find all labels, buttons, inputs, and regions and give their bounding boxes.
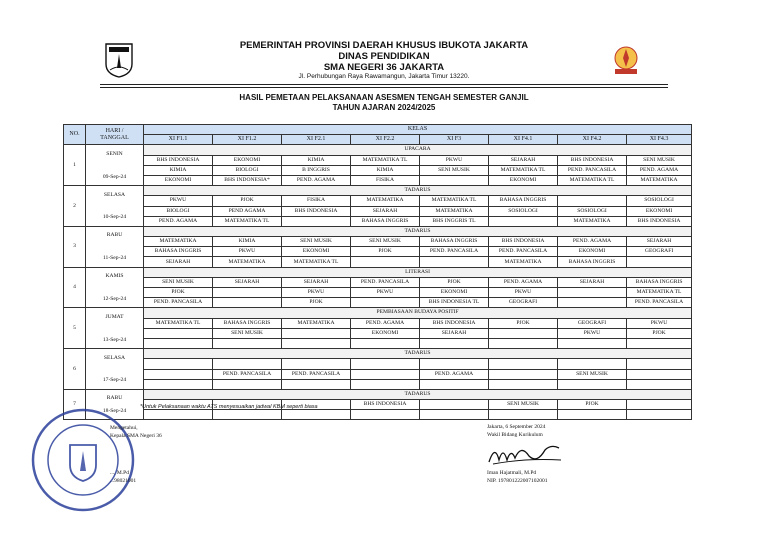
subject-cell [351, 379, 420, 389]
subject-cell: PEND. AGAMA [489, 277, 558, 287]
subject-cell [558, 196, 627, 206]
handwritten-signature [485, 440, 565, 468]
subject-cell [282, 216, 351, 226]
subject-cell: MATEMATIKA TL [627, 288, 692, 298]
subject-cell: SENI MUSIK [489, 400, 558, 410]
subject-cell: GEOGRAFI [558, 318, 627, 328]
schedule-table [63, 124, 692, 420]
subject-cell [627, 369, 692, 379]
subject-cell: PJOK [282, 298, 351, 308]
subject-cell: PEND. AGAMA [351, 318, 420, 328]
subject-cell: SEJARAH [144, 257, 213, 267]
day-name: JUMAT [105, 313, 124, 320]
subject-cell: BAHASA INGGRIS [558, 257, 627, 267]
subject-cell: SENI MUSIK [351, 237, 420, 247]
subject-cell: PJOK [144, 288, 213, 298]
subject-cell: MATEMATIKA TL [144, 318, 213, 328]
subject-cell [558, 359, 627, 369]
header-divider [100, 84, 668, 85]
subject-cell: PJOK [627, 328, 692, 338]
day-spacer [87, 362, 142, 377]
subject-cell: PJOK [351, 247, 420, 257]
sign-left-name: ..., M.Pd [110, 470, 129, 476]
subject-cell: KIMIA [351, 165, 420, 175]
subject-row [64, 216, 692, 226]
event-row [64, 186, 692, 196]
subject-cell: FISIKA [282, 196, 351, 206]
class-header-cell: XI F4.3 [627, 135, 692, 145]
subject-cell: BAHASA INGGRIS [420, 237, 489, 247]
subject-cell: PJOK [420, 277, 489, 287]
subject-cell: MATEMATIKA [282, 318, 351, 328]
subject-cell: BHS INDONESIA TL [420, 298, 489, 308]
day-date: 13-Sep-24 [102, 336, 127, 343]
subject-row [64, 165, 692, 175]
subject-cell: PKWU [213, 247, 282, 257]
subject-cell: PEND. PANCASILA [420, 247, 489, 257]
subject-cell: PKWU [420, 155, 489, 165]
day-name: RABU [106, 394, 123, 401]
subject-cell: KIMIA [144, 165, 213, 175]
subject-cell: SEJARAH [420, 328, 489, 338]
subject-row [64, 298, 692, 308]
subject-row [64, 257, 692, 267]
sign-right-nip: NIP. 197801222007102001 [487, 478, 548, 484]
subject-cell [144, 338, 213, 348]
sign-right-role: Wakil Bidang Kurikulum [487, 432, 543, 438]
subject-cell: KIMIA [213, 237, 282, 247]
subject-cell [558, 379, 627, 389]
subject-cell: PEND. PANCASILA [282, 369, 351, 379]
subject-cell [489, 359, 558, 369]
subject-cell: MATEMATIKA TL [489, 165, 558, 175]
day-spacer [87, 239, 142, 254]
day-spacer [87, 158, 142, 173]
subject-row [64, 318, 692, 328]
subject-cell: SENI MUSIK [282, 237, 351, 247]
day-name: SELASA [103, 354, 126, 361]
subject-cell: MATEMATIKA [213, 257, 282, 267]
subject-cell: PEND. AGAMA [282, 175, 351, 185]
day-number: 6 [64, 349, 86, 390]
subject-cell [627, 338, 692, 348]
subject-cell: PEND. AGAMA [558, 237, 627, 247]
subject-cell: B INGGRIS [282, 165, 351, 175]
sign-left-line1: Mengetahui, [110, 425, 138, 431]
document-subtitle: TAHUN AJARAN 2024/2025 [332, 103, 436, 112]
subject-cell: MATEMATIKA TL [351, 155, 420, 165]
subject-cell: PJOK [489, 318, 558, 328]
event-banner: TADARUS [144, 226, 692, 236]
subject-row [64, 196, 692, 206]
document-title: HASIL PEMETAAN PELAKSANAAN ASESMEN TENGAH SEMESTER GANJIL [239, 93, 529, 102]
subject-cell [213, 338, 282, 348]
subject-cell [213, 288, 282, 298]
subject-cell: BHS INDONESIA [144, 155, 213, 165]
subject-cell: PKWU [282, 288, 351, 298]
event-row [64, 267, 692, 277]
subject-row [64, 247, 692, 257]
subject-cell: SENI MUSIK [420, 165, 489, 175]
sign-left-role: Kepala SMA Negeri 36 [110, 433, 162, 439]
subject-cell: SEJARAH [213, 277, 282, 287]
subject-cell: BHS INDONESIA [420, 318, 489, 328]
sign-left-nip: ...98021001 [110, 478, 137, 484]
class-header-cell: XI F1.1 [144, 135, 213, 145]
subject-cell: SEJARAH [489, 155, 558, 165]
event-banner: TADARUS [144, 389, 692, 399]
day-date: 17-Sep-24 [102, 377, 127, 384]
class-header-cell: XI F2.2 [351, 135, 420, 145]
subject-row [64, 175, 692, 185]
subject-cell: EKONOMI [144, 175, 213, 185]
subject-cell [420, 175, 489, 185]
subject-cell: PEND. PANCASILA [144, 298, 213, 308]
subject-cell [213, 379, 282, 389]
subject-cell: SEJARAH [558, 277, 627, 287]
class-header-cell: XI F2.1 [282, 135, 351, 145]
subject-cell: MATEMATIKA [351, 196, 420, 206]
subject-cell: MATEMATIKA TL [213, 216, 282, 226]
subject-cell [489, 369, 558, 379]
subject-cell: KIMIA [282, 155, 351, 165]
subject-cell [558, 298, 627, 308]
subject-cell [351, 298, 420, 308]
column-header-kelas: KELAS [144, 125, 692, 135]
subject-cell [627, 257, 692, 267]
subject-cell [282, 359, 351, 369]
subject-cell: BIOLOGI [213, 165, 282, 175]
subject-cell: PJOK [558, 400, 627, 410]
subject-cell: MATEMATIKA [627, 175, 692, 185]
subject-cell [282, 328, 351, 338]
event-banner: UPACARA [144, 145, 692, 155]
subject-cell: PKWU [489, 288, 558, 298]
subject-cell [282, 379, 351, 389]
subject-row [64, 288, 692, 298]
day-number: 5 [64, 308, 86, 349]
subject-cell: GEOGRAFI [627, 247, 692, 257]
day-cell [86, 349, 144, 390]
subject-cell [144, 328, 213, 338]
day-name: SENIN [106, 150, 123, 157]
subject-cell: PEND. AGAMA [627, 165, 692, 175]
subject-cell: MATEMATIKA TL [282, 257, 351, 267]
subject-cell [351, 257, 420, 267]
subject-cell: PEND. PANCASILA [213, 369, 282, 379]
day-cell [86, 145, 144, 186]
subject-row [64, 338, 692, 348]
subject-row [64, 277, 692, 287]
subject-cell [558, 338, 627, 348]
day-date: 11-Sep-24 [102, 255, 127, 262]
subject-cell: SENI MUSIK [558, 369, 627, 379]
subject-cell: SENI MUSIK [627, 155, 692, 165]
day-cell [86, 308, 144, 349]
subject-cell [627, 410, 692, 420]
subject-cell [282, 410, 351, 420]
subject-cell: MATEMATIKA TL [558, 175, 627, 185]
subject-cell [213, 298, 282, 308]
subject-row [64, 410, 692, 420]
subject-cell [489, 410, 558, 420]
subject-cell [489, 338, 558, 348]
subject-cell [144, 359, 213, 369]
subject-cell [627, 379, 692, 389]
day-number: 7 [64, 389, 86, 420]
day-spacer [87, 199, 142, 214]
subject-cell [558, 288, 627, 298]
event-banner: PEMBIASAAN BUDAYA POSITIF [144, 308, 692, 318]
subject-cell: PEND. PANCASILA [558, 165, 627, 175]
subject-cell: BAHASA INGGRIS [144, 247, 213, 257]
subject-cell: EKONOMI [627, 206, 692, 216]
subject-cell [420, 359, 489, 369]
event-row [64, 349, 692, 359]
subject-row [64, 359, 692, 369]
event-banner: LITERASI [144, 267, 692, 277]
subject-cell: SOSIOLOGI [489, 206, 558, 216]
class-header-cell: XI F4.2 [558, 135, 627, 145]
subject-cell: PEND. AGAMA [144, 216, 213, 226]
subject-cell [420, 400, 489, 410]
subject-cell: PKWU [144, 196, 213, 206]
subject-cell [351, 359, 420, 369]
day-spacer [87, 280, 142, 295]
subject-cell: MATEMATIKA [144, 237, 213, 247]
class-header-row [64, 135, 692, 145]
day-number: 2 [64, 186, 86, 227]
subject-cell: MATEMATIKA [420, 206, 489, 216]
schedule-note: *Untuk Pelaksanaan waktu ATS menyesuaikan jadwal KBM seperti biasa [140, 404, 318, 410]
subject-cell [627, 359, 692, 369]
subject-cell [144, 410, 213, 420]
subject-cell [489, 379, 558, 389]
subject-cell: BHS INGGRIS TL [420, 216, 489, 226]
subject-cell: GEOGRAFI [489, 298, 558, 308]
day-name: RABU [106, 232, 123, 239]
subject-cell [351, 338, 420, 348]
subject-cell: SENI MUSIK [144, 277, 213, 287]
subject-cell: PEND. PANCASILA [489, 247, 558, 257]
subject-cell: EKONOMI [282, 247, 351, 257]
subject-cell: PJOK [213, 196, 282, 206]
subject-cell [420, 338, 489, 348]
day-cell [86, 267, 144, 308]
subject-cell: MATEMATIKA [558, 216, 627, 226]
subject-cell: SOSIOLOGI [558, 206, 627, 216]
subject-cell: MATEMATIKA [489, 257, 558, 267]
subject-cell: PEND AGAMA [213, 206, 282, 216]
subject-cell: BAHASA INGGRIS [213, 318, 282, 328]
sign-right-name: Iman Hajatmali, M.Pd [487, 470, 537, 476]
subject-cell [282, 338, 351, 348]
event-banner: TADARUS [144, 349, 692, 359]
subject-cell: SOSIOLOGI [627, 196, 692, 206]
header-address: Jl. Perhubungan Raya Rawamangun, Jakarta Timur 13220. [298, 73, 470, 80]
class-header-cell: XI F1.2 [213, 135, 282, 145]
subject-row [64, 379, 692, 389]
subject-cell: PKWU [558, 328, 627, 338]
subject-cell [420, 257, 489, 267]
subject-cell [420, 379, 489, 389]
header-department: DINAS PENDIDIKAN [338, 51, 430, 62]
subject-cell: PEND. AGAMA [420, 369, 489, 379]
sign-right-place-date: Jakarta, 6 September 2024 [487, 424, 546, 430]
subject-cell: MATEMATIKA TL [420, 196, 489, 206]
day-name: SELASA [103, 191, 126, 198]
day-number: 3 [64, 226, 86, 267]
header-divider-thin [100, 87, 668, 88]
subject-cell: EKONOMI [351, 328, 420, 338]
subject-row [64, 328, 692, 338]
day-spacer [87, 321, 142, 336]
day-date: 12-Sep-24 [102, 295, 127, 302]
subject-cell: SEJARAH [282, 277, 351, 287]
column-header-no: NO. [64, 125, 86, 145]
subject-cell: PEND. PANCASILA [627, 298, 692, 308]
subject-cell: BIOLOGI [144, 206, 213, 216]
day-cell [86, 186, 144, 227]
official-stamp [28, 405, 138, 515]
event-row [64, 389, 692, 399]
subject-cell: FISIKA [351, 175, 420, 185]
subject-cell [489, 216, 558, 226]
subject-row [64, 155, 692, 165]
subject-cell: BAHASA INGGRIS [489, 196, 558, 206]
subject-cell [627, 400, 692, 410]
event-row [64, 226, 692, 236]
subject-cell: BHS INDONESIA [282, 206, 351, 216]
subject-cell: BHS INDONESIA [558, 155, 627, 165]
subject-row [64, 237, 692, 247]
day-date: 18-Sep-24 [102, 408, 127, 415]
class-header-cell: XI F3 [420, 135, 489, 145]
subject-cell [213, 359, 282, 369]
subject-cell: EKONOMI [213, 155, 282, 165]
subject-cell: BAHASA INGGRIS [627, 277, 692, 287]
day-number: 1 [64, 145, 86, 186]
day-date: 09-Sep-24 [102, 173, 127, 180]
column-header-day-text: HARI / TANGGAL [100, 127, 129, 141]
subject-row [64, 206, 692, 216]
subject-row [64, 369, 692, 379]
event-row [64, 145, 692, 155]
subject-cell: BAHASA INGGRIS [351, 216, 420, 226]
subject-cell: EKONOMI [489, 175, 558, 185]
subject-cell: SEJARAH [627, 237, 692, 247]
subject-cell: SEJARAH [351, 206, 420, 216]
subject-cell [420, 410, 489, 420]
event-row [64, 308, 692, 318]
day-date: 10-Sep-24 [102, 214, 127, 221]
subject-cell [489, 328, 558, 338]
subject-cell [144, 369, 213, 379]
subject-cell: BHS INDONESIA* [213, 175, 282, 185]
subject-cell: BHS INDONESIA [351, 400, 420, 410]
subject-cell [213, 410, 282, 420]
header-government: PEMERINTAH PROVINSI DAERAH KHUSUS IBUKOTA JAKARTA [239, 40, 529, 51]
column-header-day [86, 125, 144, 145]
subject-cell: PEND. PANCASILA [351, 277, 420, 287]
subject-cell [351, 410, 420, 420]
subject-cell: PKWU [351, 288, 420, 298]
subject-cell: BHS INDONESIA [489, 237, 558, 247]
day-cell [86, 226, 144, 267]
subject-cell [558, 410, 627, 420]
subject-cell: EKONOMI [420, 288, 489, 298]
day-number: 4 [64, 267, 86, 308]
subject-cell [144, 379, 213, 389]
subject-cell: EKONOMI [558, 247, 627, 257]
subject-cell: BHS INDONESIA [627, 216, 692, 226]
class-header-cell: XI F4.1 [489, 135, 558, 145]
subject-cell: PKWU [627, 318, 692, 328]
subject-cell: SENI MUSIK [213, 328, 282, 338]
event-banner: TADARUS [144, 186, 692, 196]
schedule-body [64, 145, 692, 420]
subject-cell [351, 369, 420, 379]
header-school: SMA NEGERI 36 JAKARTA [323, 62, 445, 73]
day-name: KAMIS [105, 273, 124, 280]
